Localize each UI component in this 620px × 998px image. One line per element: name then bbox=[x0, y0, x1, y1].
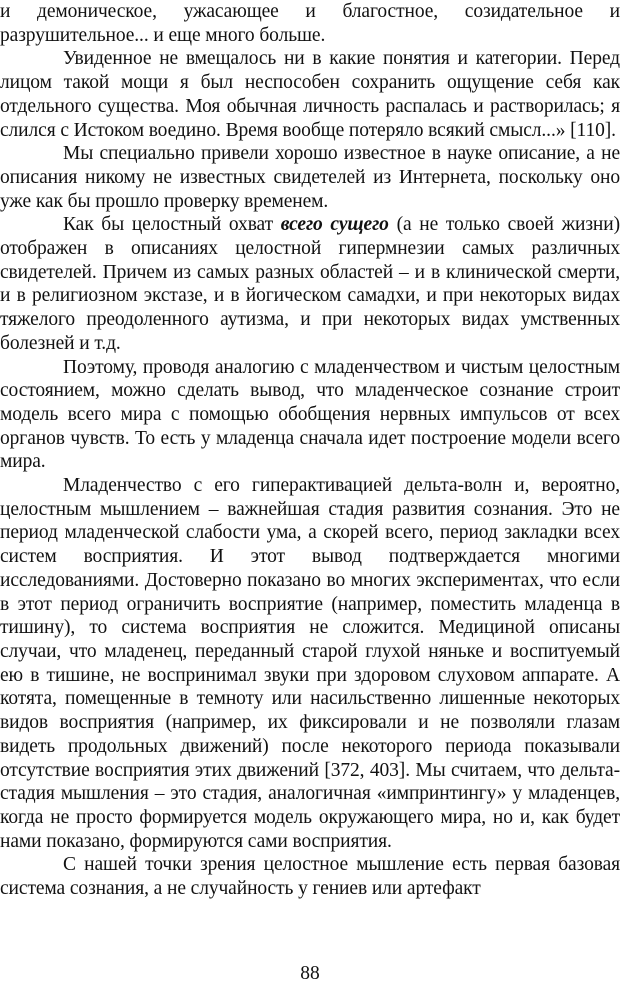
paragraph-base-system: С нашей точки зрения целостное мышление есть первая базовая система сознания, а не случайность у гениев или артефакт bbox=[0, 854, 620, 900]
paragraph-continuation: и демоническое, ужасающее и благостное, созидательное и разрушительное... и еще много больше. bbox=[0, 1, 620, 46]
paragraph-infancy-stage: Младенчество с его гиперактивацией дельта-волн и, вероятно, целостным мышлением – важнейшая стадия развития сознания. Это не период младенческой слабости ума, а скорей всего, период закладки всех систем восприятия. И этот вывод подтверждается многими исследованиями. Достоверно показано во многих экспериментах, что если в этот период ограничить восприятие (например, поместить младенца в тишину), то система восприятия не сложится. Медициной описаны случаи, что младенец, переданный старой глухой няньке и воспитуемый ею в тишине, не воспринимал звуки при здоровом слуховом аппарате. А котята, помещенные в темноту или насильственно лишенные некоторых видов восприятия (например, их фиксировали и не позволяли глазам видеть продольных движений) после некоторого периода показывали отсутствие восприятия этих движений [372, 403]. Мы считаем, что дельта-стадия мышления – это стадия, аналогичная «импринтингу» у младенцев, когда не просто формируется модель окружающего мира, но и, как будет нами показано, формируются сами восприятия. bbox=[0, 475, 620, 852]
page-number: 88 bbox=[300, 963, 320, 984]
paragraph-text-before-emphasis: Как бы целостный охват bbox=[63, 214, 281, 236]
paragraph-cited-description: Мы специально привели хорошо известное в науке описание, а не описания никому не известных свидетелей из Интернета, поскольку оно уже как бы прошло проверку временем. bbox=[0, 143, 620, 212]
paragraph-holistic-coverage bbox=[0, 213, 620, 355]
emphasized-phrase: всего сущего bbox=[280, 214, 389, 236]
paragraph-infancy-analogy: Поэтому, проводя аналогию с младенчеством и чистым целостным состоянием, можно сделать вывод, что младенческое сознание строит модель всего мира с помощью обобщения нервных импульсов от всех органов чувств. То есть у младенца сначала идет построение модели всего мира. bbox=[0, 356, 620, 473]
paragraph-text-after-emphasis: (а не только своей жизни) отображен в описаниях целостной гипермнезии самых различных свидетелей. Причем из самых разных областей – и в клинической смерти, и в религиозном экстазе, и в йогическом самадхи, и при некоторых видах тяжелого преодоленного аутизма, и при некоторых видах умственных болезней и т.д. bbox=[0, 214, 620, 354]
paragraph-vision-description: Увиденное не вмещалось ни в какие понятия и категории. Перед лицом такой мощи я был неспособен сохранить ощущение себя как отдельного существа. Моя обычная личность распалась и растворилась; я слился с Истоком воедино. Время вообще потеряло всякий смысл...» [110]. bbox=[0, 48, 620, 141]
